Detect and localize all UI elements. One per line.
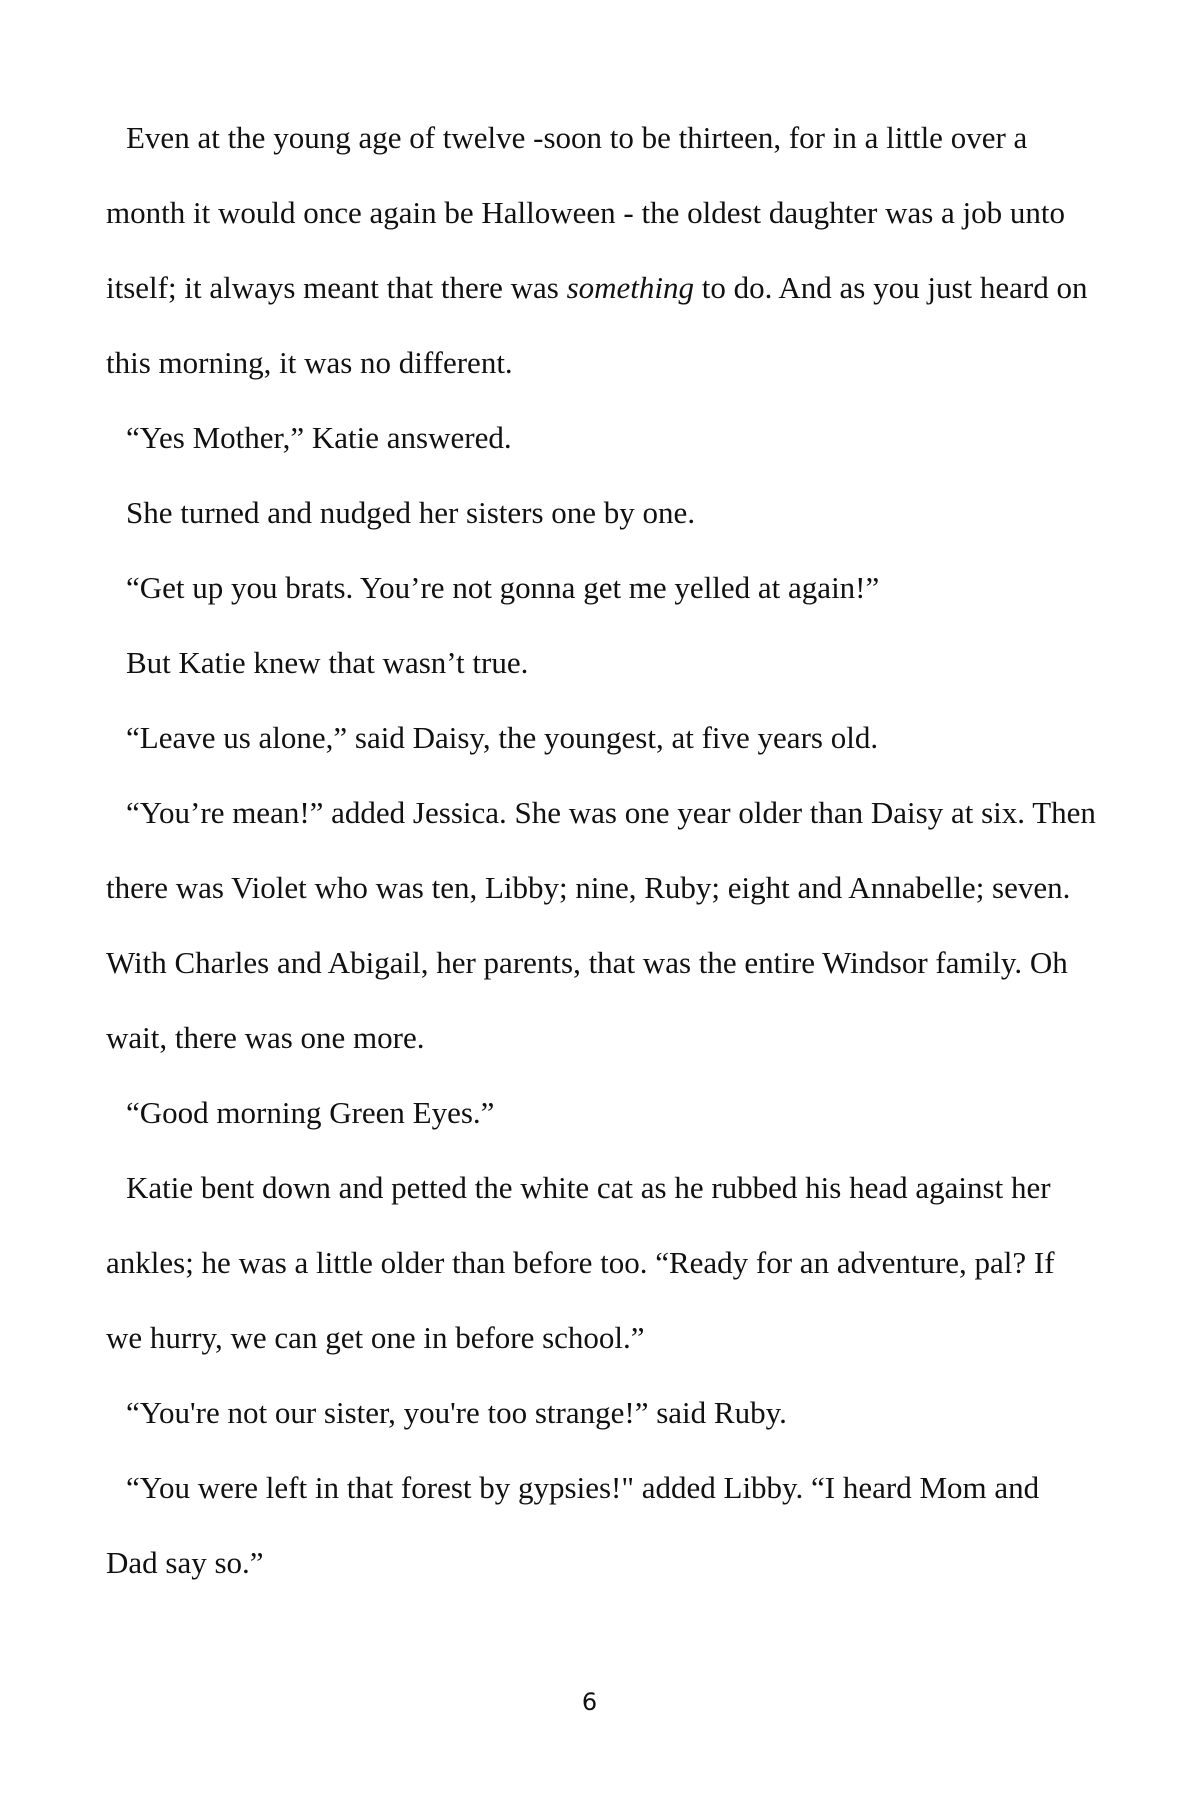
paragraph: But Katie knew that wasn’t true. — [126, 645, 529, 680]
paragraph: “You're not our sister, you're too strange!” said Ruby. — [126, 1395, 787, 1430]
italic-emphasis: something — [566, 270, 694, 305]
paragraph: She turned and nudged her sisters one by one. — [126, 495, 696, 530]
paragraph: “Yes Mother,” Katie answered. — [126, 420, 512, 455]
paragraph — [106, 100, 1096, 400]
page-body-text — [106, 100, 1096, 1600]
paragraph: “You’re mean!” added Jessica. She was one year older than Daisy at six. Then there was Violet who was ten, Libby; nine, Ruby; eight and Annabelle; seven. With Charles and Abigail, her parents, that was the entire Windsor family. Oh wait, there was one more. — [106, 795, 1096, 1055]
paragraph-text: Even at the young age of twelve -soon to be thirteen, for in a little over a month it would once again be Halloween - the oldest daughter was a job unto itself; it always meant that there was — [106, 120, 1066, 305]
page-number: 6 — [581, 1688, 598, 1716]
paragraph: “Good morning Green Eyes.” — [126, 1095, 495, 1130]
paragraph: “Get up you brats. You’re not gonna get me yelled at again!” — [126, 570, 880, 605]
paragraph-text: to do. And as you just heard on this morning, it was no different. — [106, 270, 1088, 380]
paragraph: “Leave us alone,” said Daisy, the youngest, at five years old. — [126, 720, 879, 755]
paragraph: Katie bent down and petted the white cat as he rubbed his head against her ankles; he was a little older than before too. “Ready for an adventure, pal? If we hurry, we can get one in before school.” — [106, 1170, 1055, 1355]
paragraph: “You were left in that forest by gypsies!" added Libby. “I heard Mom and Dad say so.” — [106, 1470, 1040, 1580]
